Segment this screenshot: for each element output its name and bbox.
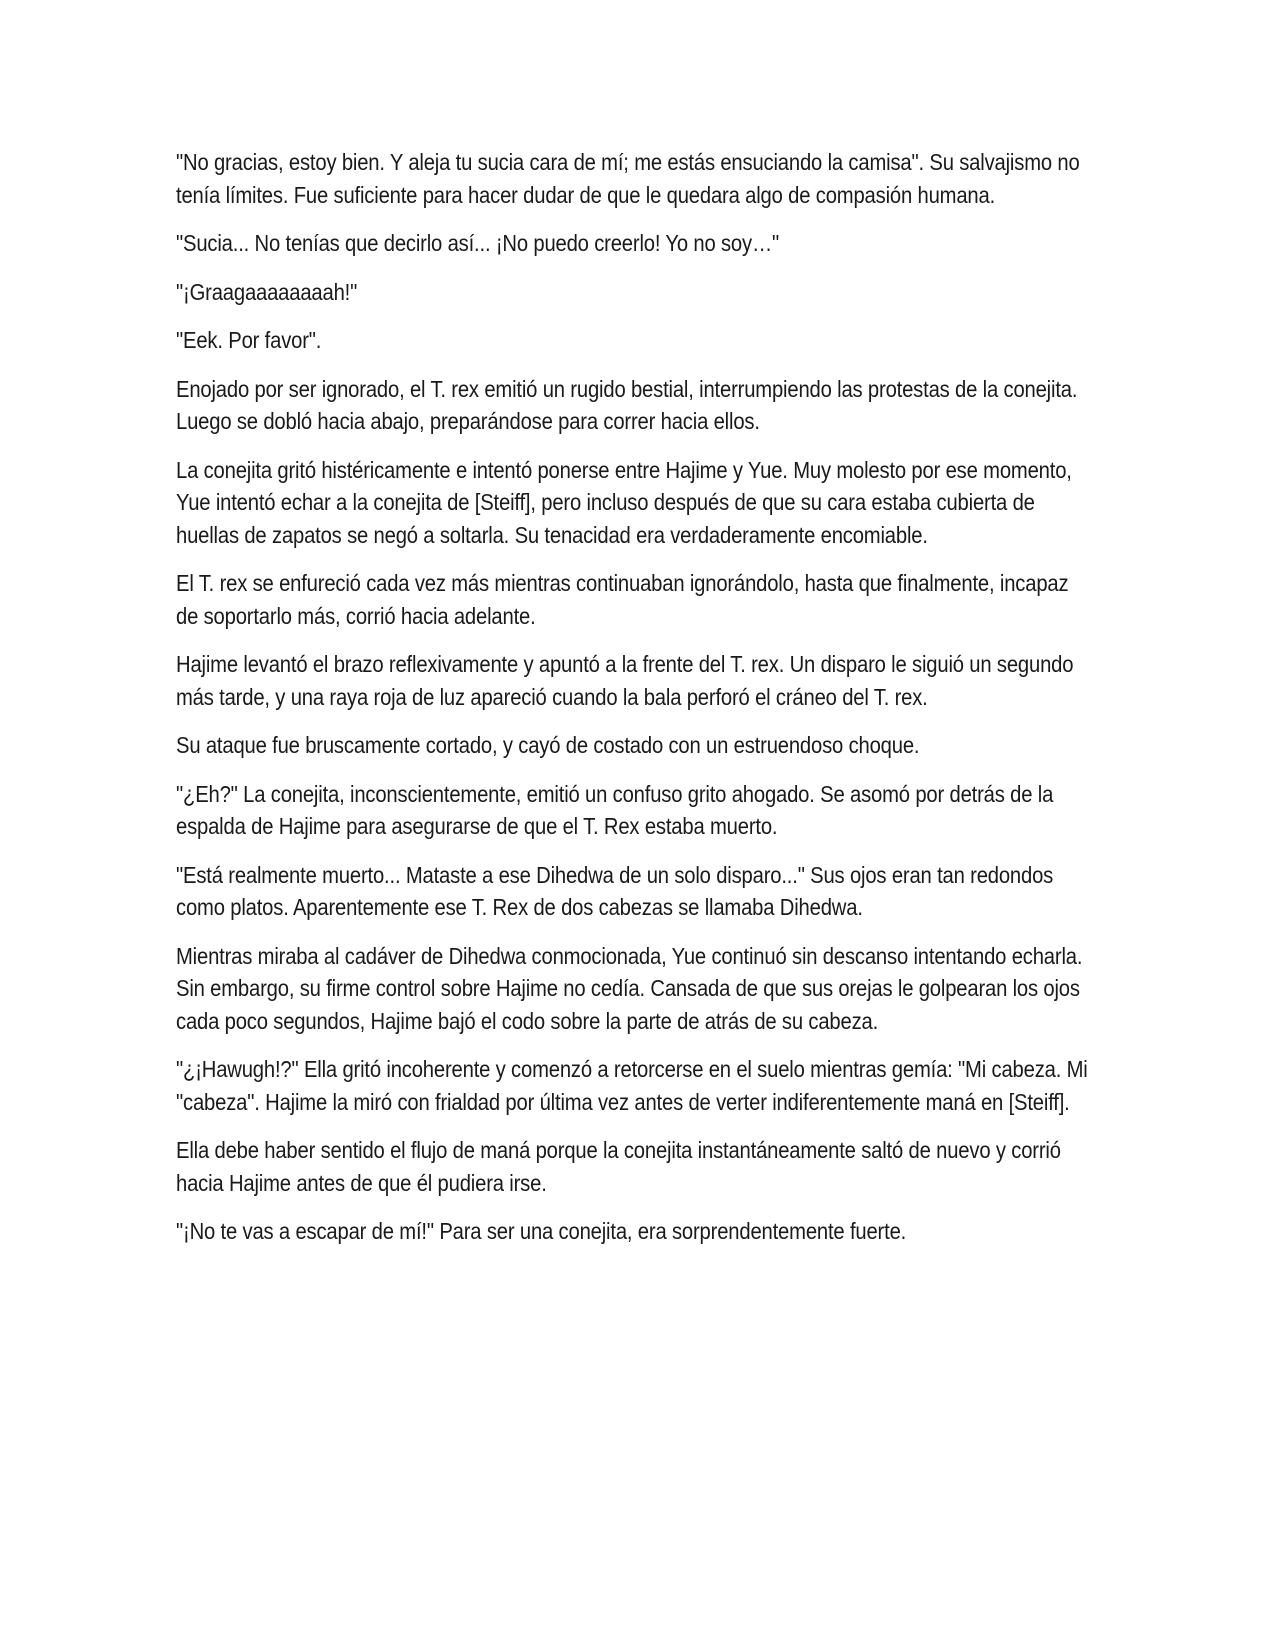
paragraph: "¡No te vas a escapar de mí!" Para ser una conejita, era sorprendentemente fuerte. <box>176 1218 907 1244</box>
paragraph: Enojado por ser ignorado, el T. rex emitió un rugido bestial, interrumpiendo las protestas de la conejita. Luego se dobló hacia abajo, preparándose para correr hacia ellos. <box>176 375 1078 434</box>
paragraph: "No gracias, estoy bien. Y aleja tu sucia cara de mí; me estás ensuciando la camisa". Su salvajismo no tenía límites. Fue suficiente para hacer dudar de que le quedara algo de compasión humana. <box>176 149 1080 208</box>
paragraph: "¿Eh?" La conejita, inconscientemente, emitió un confuso grito ahogado. Se asomó por detrás de la espalda de Hajime para asegurarse de que el T. Rex estaba muerto. <box>176 780 1054 839</box>
text-body <box>176 146 1088 1264</box>
paragraph: "Sucia... No tenías que decirlo así... ¡No puedo creerlo! Yo no soy…" <box>176 230 780 256</box>
paragraph: "Está realmente muerto... Mataste a ese Dihedwa de un solo disparo..." Sus ojos eran tan redondos como platos. Aparentemente ese T. Rex de dos cabezas se llamaba Dihedwa. <box>176 861 1054 920</box>
paragraph: "¿¡Hawugh!?" Ella gritó incoherente y comenzó a retorcerse en el suelo mientras gemía: "Mi cabeza. Mi "cabeza". Hajime la miró con frialdad por última vez antes de verter indiferentemente maná en [Steiff]. <box>176 1056 1088 1115</box>
paragraph: "¡Graagaaaaaaaah!" <box>176 278 358 305</box>
paragraph: El T. rex se enfureció cada vez más mientras continuaban ignorándolo, hasta que finalmente, incapaz de soportarlo más, corrió hacia adelante. <box>176 570 1069 629</box>
paragraph: La conejita gritó histéricamente e intentó ponerse entre Hajime y Yue. Muy molesto por ese momento, Yue intentó echar a la conejita de [Steiff], pero incluso después de que su cara estaba cubierta de huellas de zapatos se negó a soltarla. Su tenacidad era verdaderamente encomiable. <box>176 456 1072 548</box>
paragraph: Ella debe haber sentido el flujo de maná porque la conejita instantáneamente saltó de nuevo y corrió hacia Hajime antes de que él pudiera irse. <box>176 1137 1061 1196</box>
paragraph: Hajime levantó el brazo reflexivamente y apuntó a la frente del T. rex. Un disparo le siguió un segundo más tarde, y una raya roja de luz apareció cuando la bala perforó el cráneo del T. rex. <box>176 651 1074 710</box>
paragraph: Su ataque fue bruscamente cortado, y cayó de costado con un estruendoso choque. <box>176 732 920 758</box>
paragraph: "Eek. Por favor". <box>176 327 322 353</box>
paragraph: Mientras miraba al cadáver de Dihedwa conmocionada, Yue continuó sin descanso intentando echarla. Sin embargo, su firme control sobre Hajime no cedía. Cansada de que sus orejas le golpearan los ojos cada poco segundos, Hajime bajó el codo sobre la parte de atrás de su cabeza. <box>176 942 1083 1034</box>
